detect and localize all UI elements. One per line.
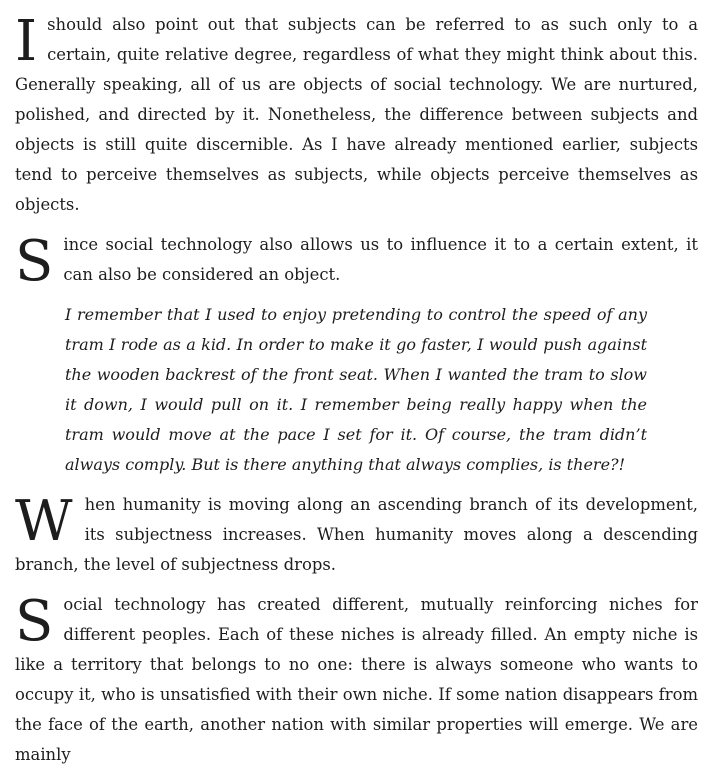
drop-cap: S bbox=[15, 229, 54, 294]
paragraph-subjects bbox=[15, 10, 698, 220]
paragraph-niches bbox=[15, 590, 698, 770]
drop-cap: S bbox=[15, 589, 54, 654]
paragraph-social-technology-object bbox=[15, 229, 698, 294]
paragraph-humanity bbox=[15, 490, 698, 580]
document-page bbox=[15, 10, 698, 780]
paragraph-text: ocial technology has created different, mutually reinforcing niches for different peoples. Each of these niches is already filled. An empty niche is like a territory that belongs to no one: there is always someone who wants to occupy it, who is unsatisfied with their own niche. If some nation disappears from the face of the earth, another nation with similar properties will emerge. We are mainly bbox=[15, 595, 698, 764]
quote-text: I remember that I used to enjoy pretending to control the speed of any tram I rode as a kid. In order to make it go faster, I would push against the wooden backrest of the front seat. When I wanted the tram to slow it down, I would pull on it. I remember being really happy when the tram would move at the pace I set for it. Of course, the tram didn’t always comply. But is there anything that always complies, is there?! bbox=[65, 305, 647, 474]
drop-cap: W bbox=[15, 489, 73, 554]
paragraph-text: should also point out that subjects can be referred to as such only to a certain, quite relative degree, regardless of what they might think about this. Generally speaking, all of us are objects of social technology. We are nurtured, polished, and directed by it. Nonetheless, the difference between subjects and objects is still quite discernible. As I have already mentioned earlier, subjects tend to perceive themselves as subjects, while objects perceive themselves as objects. bbox=[15, 15, 698, 214]
drop-cap: I bbox=[15, 9, 38, 74]
paragraph-text: hen humanity is moving along an ascending branch of its development, its subjectness increases. When humanity moves along a descending branch, the level of subjectness drops. bbox=[15, 495, 698, 574]
block-quote bbox=[65, 300, 647, 480]
paragraph-text: ince social technology also allows us to influence it to a certain extent, it can also be considered an object. bbox=[63, 235, 698, 284]
